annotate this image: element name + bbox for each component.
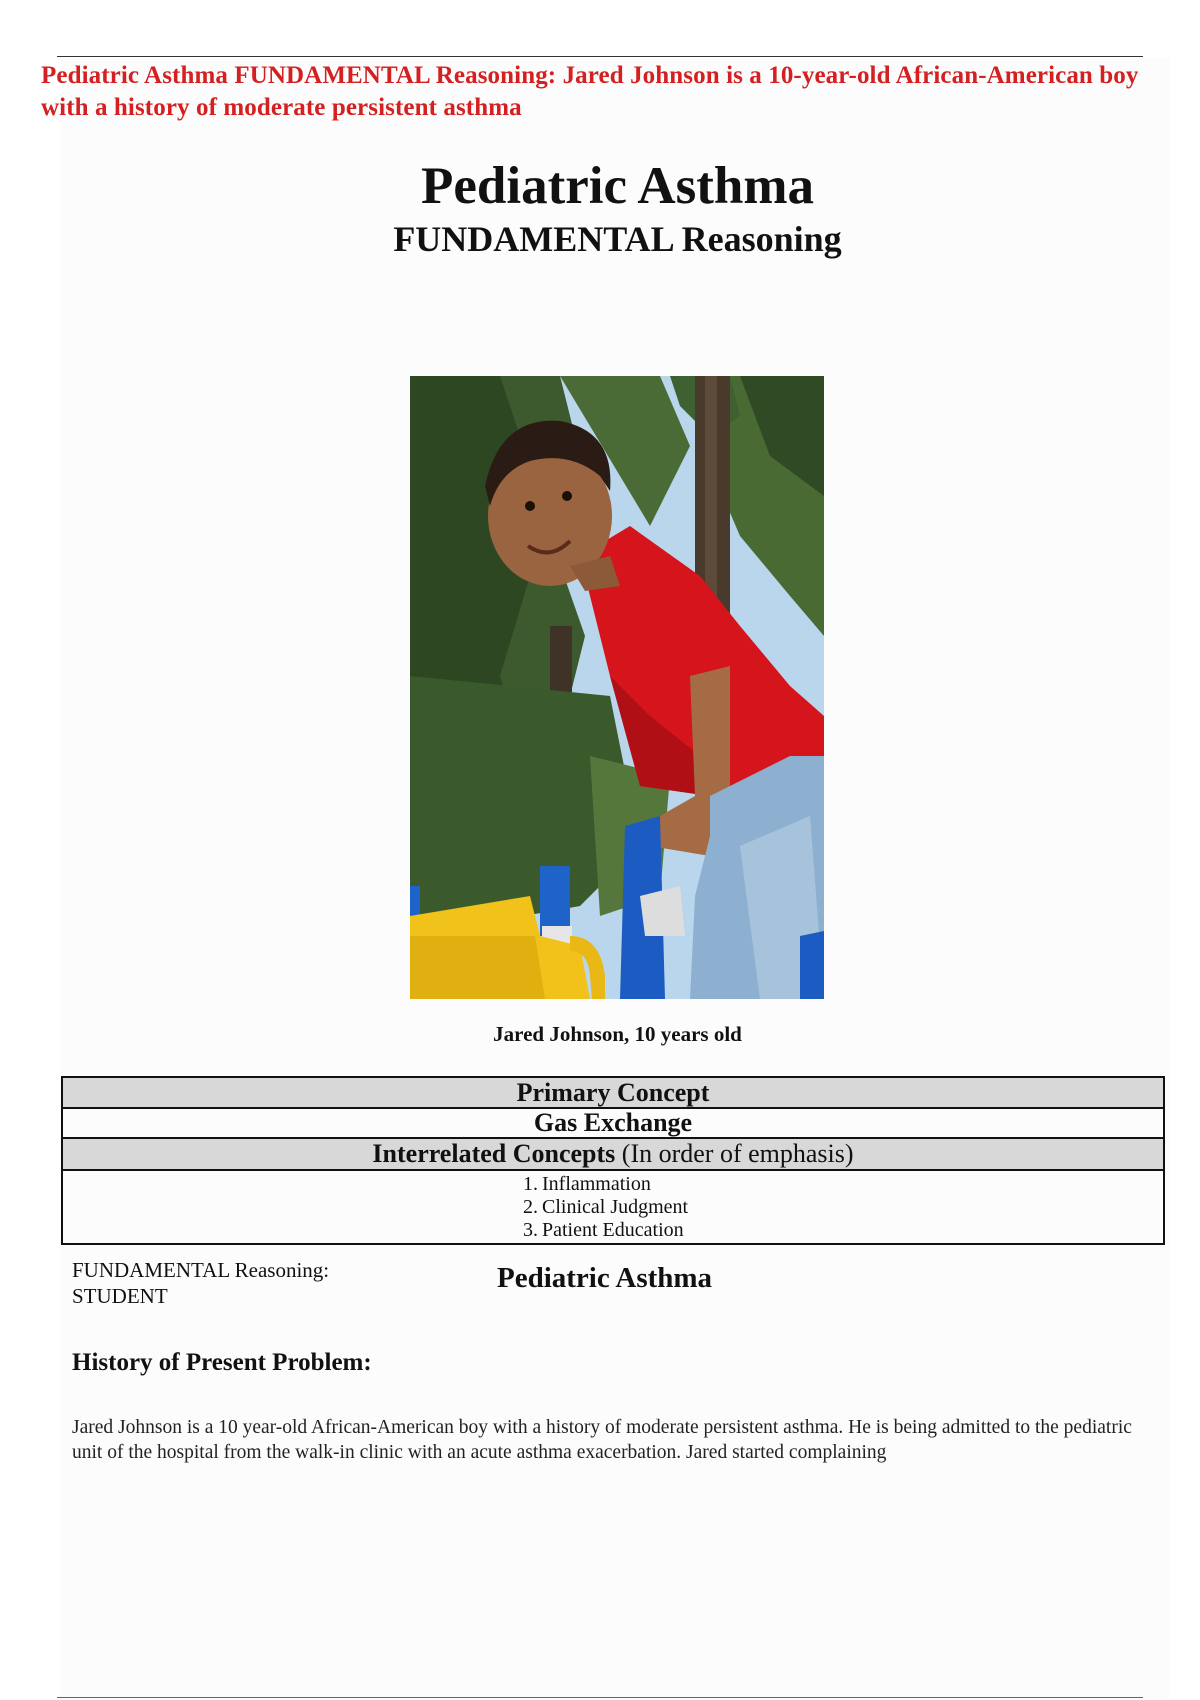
- student-label-line2: STUDENT: [72, 1284, 168, 1308]
- list-item-number: 1.: [523, 1173, 538, 1195]
- banner-title[interactable]: Pediatric Asthma FUNDAMENTAL Reasoning: Jared Johnson is a 10-year-old African-American boy with a history of moderate persistent asthma: [41, 62, 1139, 121]
- list-item: [513, 1219, 713, 1242]
- list-item-label: Inflammation: [542, 1173, 651, 1195]
- student-label: [72, 1257, 432, 1309]
- list-item-label: Patient Education: [542, 1219, 684, 1241]
- list-item: [513, 1196, 713, 1219]
- document-title: Pediatric Asthma: [420, 157, 815, 215]
- list-item-label: Clinical Judgment: [542, 1196, 689, 1218]
- list-item-number: 2.: [523, 1196, 538, 1218]
- interrelated-header-label: Interrelated Concepts: [372, 1139, 616, 1168]
- list-item: [513, 1173, 713, 1196]
- concept-table: [61, 1076, 1165, 1245]
- history-paragraph: Jared Johnson is a 10 year-old African-American boy with a history of moderate persistent asthma. He is being admitted to the pediatric unit of the hospital from the walk-in clinic with an acute asthma exacerbation. Jared started complaining: [72, 1417, 1132, 1463]
- document-subtitle: FUNDAMENTAL Reasoning: [393, 219, 842, 259]
- child-outdoor-photo-icon: [410, 376, 824, 999]
- student-section-title: Pediatric Asthma: [497, 1262, 713, 1294]
- history-heading: History of Present Problem:: [72, 1349, 372, 1376]
- student-label-line1: FUNDAMENTAL Reasoning:: [72, 1258, 330, 1282]
- child-photo: [410, 376, 824, 999]
- interrelated-concepts-header: [63, 1139, 1163, 1171]
- primary-concept-value: Gas Exchange: [63, 1109, 1163, 1139]
- bottom-rule: [57, 1697, 1143, 1698]
- top-rule: [57, 56, 1143, 57]
- photo-caption: Jared Johnson, 10 years old: [493, 1022, 742, 1046]
- interrelated-concepts-list: [63, 1171, 1163, 1243]
- interrelated-header-note: (In order of emphasis): [615, 1139, 854, 1168]
- list-item-number: 3.: [523, 1219, 538, 1241]
- primary-concept-header: Primary Concept: [63, 1078, 1163, 1109]
